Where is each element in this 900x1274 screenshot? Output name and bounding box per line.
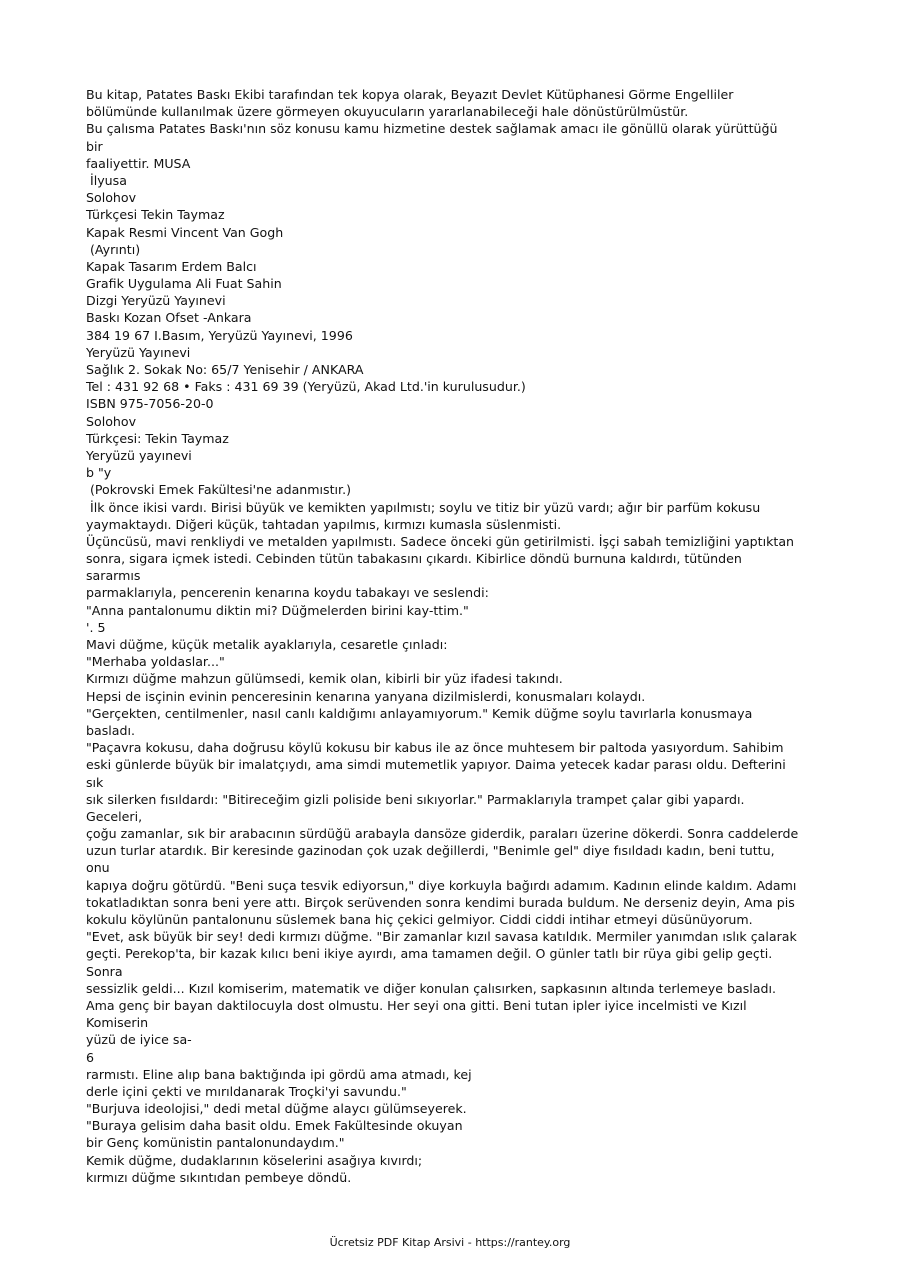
text-line: Türkçesi: Tekin Taymaz [86, 430, 229, 446]
text-line: parmaklarıyla, pencerenin kenarına koydu tabakayı ve seslendi: [86, 585, 489, 601]
text-line: Kemik düğme, dudaklarının köselerini asağıya kıvırdı; [86, 1152, 423, 1168]
text-line: Komiserin [86, 1015, 149, 1031]
text-line: Geceleri, [86, 808, 143, 824]
text-line: İlk önce ikisi vardı. Birisi büyük ve kemikten yapılmıstı; soylu ve titiz bir yüzü vardı; ağır bir parfüm kokusu [86, 499, 761, 515]
text-line: rarmıstı. Eline alıp bana baktığında ipi gördü ama atmadı, kej [86, 1066, 472, 1082]
text-line: eski günlerde büyük bir imalatçıydı, ama simdi mutemetlik yapıyor. Daima yetecek kadar parası oldu. Defterini [86, 757, 786, 773]
text-line: "Merhaba yoldaslar..." [86, 654, 225, 670]
text-line: "Paçavra kokusu, daha doğrusu köylü kokusu bir kabus ile az önce muhtesem bir paltoda yasıyordum. Sahibim [86, 740, 784, 756]
text-line: "Burjuva ideolojisi," dedi metal düğme alaycı gülümseyerek. [86, 1101, 467, 1117]
text-line: Kırmızı düğme mahzun gülümsedi, kemik olan, kibirli bir yüz ifadesi takındı. [86, 671, 563, 687]
text-line: ISBN 975-7056-20-0 [86, 396, 214, 412]
text-line: Sağlık 2. Sokak No: 65/7 Yenisehir / ANKARA [86, 362, 364, 377]
text-line: (Ayrıntı) [86, 241, 141, 257]
text-line: Türkçesi Tekin Taymaz [86, 207, 225, 223]
text-line: kırmızı düğme sıkıntıdan pembeye döndü. [86, 1169, 352, 1185]
text-line: "Gerçekten, centilmenler, nasıl canlı kaldığımı anlayamıyorum." Kemik düğme soylu tavırlarla konusmaya [86, 705, 753, 721]
text-line: sararmıs [86, 568, 141, 584]
text-line: sık [86, 774, 104, 790]
text-line: Grafik Uygulama Ali Fuat Sahin [86, 276, 282, 292]
text-line: uzun turlar atardık. Bir keresinde gazinodan çok uzak değillerdi, "Benimle gel" diye fısıldadı kadın, beni tuttu, [86, 843, 775, 859]
text-line: Dizgi Yeryüzü Yayınevi [86, 293, 226, 309]
text-line: Tel : 431 92 68 • Faks : 431 69 39 (Yeryüzü, Akad Ltd.'in kurulusudur.) [86, 379, 526, 395]
text-line: basladı. [86, 722, 135, 738]
text-line: (Pokrovski Emek Fakültesi'ne adanmıstır.) [86, 482, 351, 498]
text-line: Baskı Kozan Ofset -Ankara [86, 310, 252, 326]
text-line: b "y [86, 465, 112, 481]
text-line: "Evet, ask büyük bir sey! dedi kırmızı düğme. "Bir zamanlar kızıl savasa katıldık. Mermiler yanımdan ıslık çalarak [86, 929, 797, 945]
text-line: çoğu zamanlar, sık bir arabacının sürdüğü arabayla dansöze giderdik, paraları üzerine dökerdi. Sonra caddelerde [86, 826, 799, 842]
text-line: Mavi düğme, küçük metalik ayaklarıyla, cesaretle çınladı: [86, 637, 448, 652]
text-line: '. 5 [86, 619, 106, 635]
text-line: Kapak Resmi Vincent Van Gogh [86, 224, 284, 240]
text-line: geçti. Perekop'ta, bir kazak kılıcı beni ikiye ayırdı, ama tamamen değil. O günler tatlı bir rüya gibi gelip geçti. [86, 946, 773, 962]
text-line: Solohov [86, 190, 137, 206]
text-line: "Buraya gelisim daha basit oldu. Emek Fakültesinde okuyan [86, 1118, 463, 1134]
text-line: kokulu köylünün pantalonunu süslemek bana hiç çekici gelmiyor. Ciddi ciddi intihar etmeyi düsünüyorum. [86, 912, 753, 927]
text-line: onu [86, 860, 110, 876]
text-line: İlyusa [86, 172, 127, 188]
text-line: Yeryüzü yayınevi [86, 447, 192, 463]
text-line: 384 19 67 I.Basım, Yeryüzü Yayınevi, 1996 [86, 327, 353, 343]
text-line: bir Genç komünistin pantalonundaydım." [86, 1135, 345, 1151]
text-line: derle içini çekti ve mırıldanarak Troçki'yi savundu." [86, 1083, 407, 1099]
text-line: yaymaktaydı. Diğeri küçük, tahtadan yapılmıs, kırmızı kumasla süslenmisti. [86, 516, 562, 532]
text-line: Bu kitap, Patates Baskı Ekibi tarafından tek kopya olarak, Beyazıt Devlet Kütüphanesi Görme Engelliler [86, 87, 734, 102]
text-line: Üçüncüsü, mavi renkliydi ve metalden yapılmıstı. Sadece önceki gün getirilmisti. İşçi sabah temizliğini yaptıktan [86, 533, 795, 549]
text-line: Solohov [86, 413, 137, 429]
document-body [86, 86, 816, 1186]
text-line: sık silerken fısıldardı: "Bitireceğim gizli poliside beni sıkıyorlar." Parmaklarıyla trampet çalar gibi yapardı. [86, 791, 745, 807]
text-line: Kapak Tasarım Erdem Balcı [86, 258, 257, 274]
text-line: yüzü de iyice sa- [86, 1032, 192, 1048]
text-line: Yeryüzü Yayınevi [86, 344, 191, 360]
text-line: sessizlik geldi... Kızıl komiserim, matematik ve diğer konulan çalısırken, sapkasının altında terlemeye basladı. [86, 980, 776, 996]
text-line: Sonra [86, 963, 123, 979]
text-line: 6 [86, 1049, 95, 1065]
text-line: bir [86, 138, 103, 154]
text-line: kapıya doğru götürdü. "Beni suça tesvik ediyorsun," diye korkuyla bağırdı adamım. Kadının elinde kaldım. Adamı [86, 877, 797, 893]
text-line: "Anna pantalonumu diktin mi? Düğmelerden birini kay-ttim." [86, 602, 469, 618]
text-line: Hepsi de isçinin evinin penceresinin kenarına yanyana dizilmislerdi, konusmaları kolaydı. [86, 688, 646, 704]
text-line: faaliyettir. MUSA [86, 155, 191, 171]
text-line: Ama genç bir bayan daktilocuyla dost olmustu. Her seyi ona gitti. Beni tutan ipler iyice incelmisti ve Kızıl [86, 997, 747, 1013]
text-line: bölümünde kullanılmak üzere görmeyen okuyucuların yararlanabileceği hale dönüstürülmüstür. [86, 104, 689, 120]
text-line: Bu çalısma Patates Baskı'nın söz konusu kamu hizmetine destek sağlamak amacı ile gönüllü olarak yürüttüğü [86, 121, 778, 137]
text-line: sonra, sigara içmek istedi. Cebinden tütün tabakasını çıkardı. Kibirlice döndü burnuna kaldırdı, tütünden [86, 551, 742, 567]
text-line: tokatladıktan sonra beni yere attı. Birçok serüvenden sonra kendimi burada buldum. Ne derseniz deyin, Ama pis [86, 894, 795, 910]
page-footer: Ücretsiz PDF Kitap Arsivi - https://rantey.org [329, 1236, 571, 1249]
